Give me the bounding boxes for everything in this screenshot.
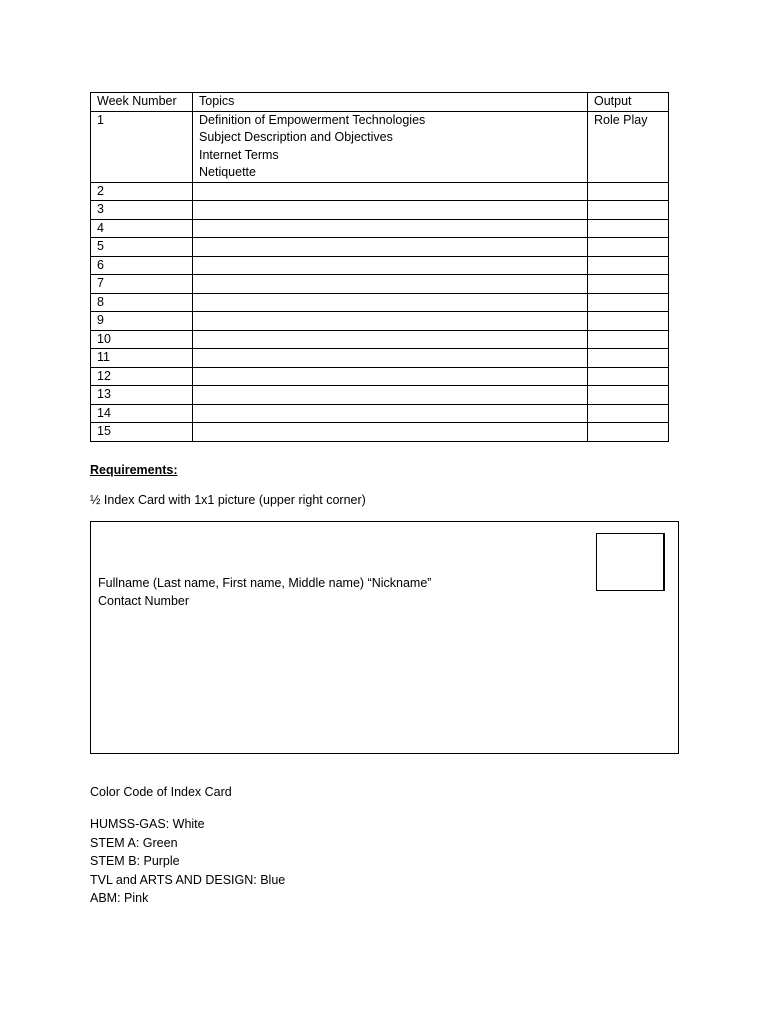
topics-cell	[193, 293, 588, 312]
week-number-cell: 1	[91, 111, 193, 182]
output-cell	[588, 386, 669, 405]
topic-item: Definition of Empowerment Technologies	[199, 112, 426, 127]
topics-cell	[193, 256, 588, 275]
output-cell	[588, 312, 669, 331]
requirements-note: ½ Index Card with 1x1 picture (upper right corner)	[90, 493, 366, 507]
header-topics: Topics	[193, 93, 588, 112]
color-code-item: ABM: Pink	[90, 891, 149, 905]
output-cell	[588, 275, 669, 294]
week-number-cell: 2	[91, 182, 193, 201]
color-code-list	[90, 815, 285, 908]
output-cell	[588, 404, 669, 423]
index-card-text	[98, 575, 431, 610]
table-row	[91, 275, 669, 294]
topic-item: Netiquette	[199, 165, 256, 179]
week-number-cell: 4	[91, 219, 193, 238]
weekly-schedule-table	[90, 92, 669, 442]
table-row	[91, 367, 669, 386]
output-cell	[588, 367, 669, 386]
topics-cell	[193, 111, 588, 182]
topics-cell	[193, 330, 588, 349]
table-header-row	[91, 93, 669, 112]
table-row	[91, 312, 669, 331]
table-row	[91, 349, 669, 368]
table-row	[91, 423, 669, 442]
week-number-cell: 15	[91, 423, 193, 442]
week-number-cell: 8	[91, 293, 193, 312]
table-row	[91, 219, 669, 238]
table-row	[91, 182, 669, 201]
output-cell	[588, 330, 669, 349]
week-number-cell: 12	[91, 367, 193, 386]
topics-cell	[193, 386, 588, 405]
table-row	[91, 293, 669, 312]
header-week-number: Week Number	[91, 93, 193, 112]
color-code-item: TVL and ARTS AND DESIGN: Blue	[90, 872, 286, 887]
topics-cell	[193, 238, 588, 257]
topics-cell	[193, 349, 588, 368]
color-code-heading: Color Code of Index Card	[90, 785, 232, 799]
color-code-item: STEM A: Green	[90, 835, 178, 850]
color-code-item: STEM B: Purple	[90, 854, 180, 868]
week-number-cell: 6	[91, 256, 193, 275]
header-output: Output	[588, 93, 669, 112]
output-cell	[588, 219, 669, 238]
topics-cell	[193, 219, 588, 238]
week-number-cell: 11	[91, 349, 193, 368]
week-number-cell: 7	[91, 275, 193, 294]
contact-number-line: Contact Number	[98, 593, 190, 608]
table-row	[91, 404, 669, 423]
week-number-cell: 5	[91, 238, 193, 257]
output-cell	[588, 238, 669, 257]
table-row	[91, 386, 669, 405]
topics-cell	[193, 201, 588, 220]
output-cell	[588, 423, 669, 442]
table-row	[91, 238, 669, 257]
color-code-item: HUMSS-GAS: White	[90, 817, 205, 831]
output-cell	[588, 256, 669, 275]
topics-cell	[193, 182, 588, 201]
output-cell	[588, 182, 669, 201]
topic-item: Subject Description and Objectives	[199, 130, 393, 144]
table-row	[91, 201, 669, 220]
table-row	[91, 330, 669, 349]
topics-cell	[193, 367, 588, 386]
week-number-cell: 10	[91, 330, 193, 349]
week-number-cell: 3	[91, 201, 193, 220]
photo-placeholder-box	[596, 533, 665, 591]
output-cell	[588, 293, 669, 312]
topics-cell	[193, 404, 588, 423]
output-cell	[588, 201, 669, 220]
output-cell	[588, 349, 669, 368]
requirements-heading: Requirements:	[90, 463, 178, 477]
output-cell: Role Play	[588, 111, 669, 182]
week-number-cell: 13	[91, 386, 193, 405]
topics-cell	[193, 275, 588, 294]
fullname-line: Fullname (Last name, First name, Middle name) “Nickname”	[98, 576, 432, 590]
table-row-week-1	[91, 111, 669, 182]
topic-item: Internet Terms	[199, 147, 279, 162]
week-number-cell: 14	[91, 404, 193, 423]
topics-cell	[193, 312, 588, 331]
table-row	[91, 256, 669, 275]
index-card-sample	[90, 521, 679, 754]
topics-cell	[193, 423, 588, 442]
week-number-cell: 9	[91, 312, 193, 331]
